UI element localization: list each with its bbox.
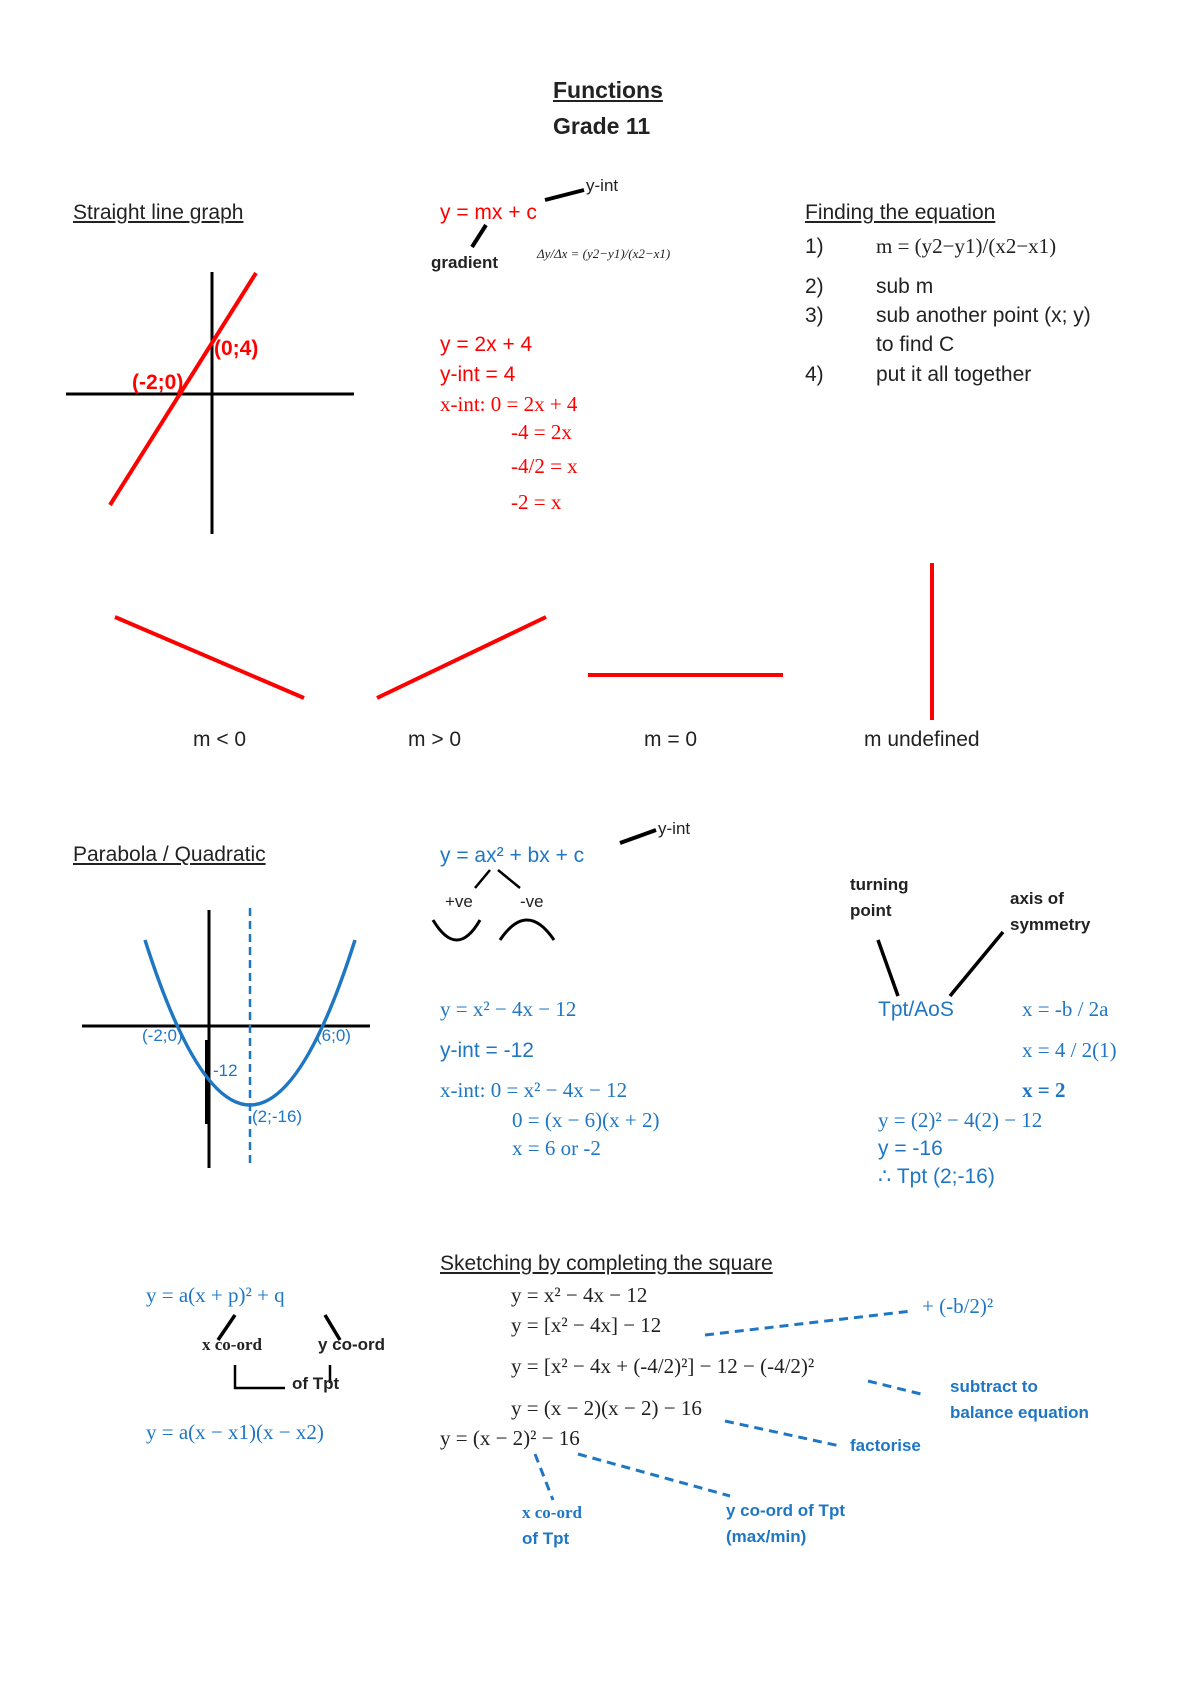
step-text-4: put it all together (876, 363, 1032, 386)
tpt-aos-label: Tpt/AoS (878, 998, 954, 1021)
xcoord-tpt-label-1: x co-ord (522, 1503, 582, 1522)
ycoord-tpt-label-1: y co-ord of Tpt (726, 1501, 845, 1520)
parabola-point-left: (-2;0) (142, 1026, 183, 1045)
example-line-2: y-int = 4 (440, 363, 516, 386)
subtract-label-1: subtract to (950, 1377, 1038, 1396)
step-number-4: 4) (805, 363, 824, 386)
subtract-label-2: balance equation (950, 1403, 1089, 1422)
x-sub: x = 4 / 2(1) (1022, 1038, 1117, 1062)
example-line-4: -4 = 2x (511, 420, 572, 444)
axis-label-2: symmetry (1010, 915, 1091, 934)
example-line-6: -2 = x (511, 490, 562, 514)
parabola-example-3: x-int: 0 = x² − 4x − 12 (440, 1078, 628, 1102)
step-number-2: 2) (805, 275, 824, 298)
section-heading-straight: Straight line graph (73, 201, 244, 224)
add-term-label: + (-b/2)² (922, 1294, 994, 1318)
square-step-5: y = (x − 2)² − 16 (440, 1426, 580, 1450)
parabola-yint: -12 (213, 1061, 238, 1080)
parabola-point-right: (6;0) (316, 1026, 351, 1045)
straight-formula: y = mx + c (440, 201, 537, 224)
xcoord-tpt-label-2: of Tpt (522, 1529, 570, 1548)
square-step-3: y = [x² − 4x + (-4/2)²] − 12 − (-4/2)² (511, 1354, 815, 1378)
slope-positive (377, 617, 546, 698)
ycoord-tpt-label-2: (max/min) (726, 1527, 807, 1546)
finding-heading: Finding the equation (805, 201, 996, 224)
pos-label: +ve (445, 892, 473, 911)
neg-label: -ve (520, 892, 544, 911)
y-sub: y = (2)² − 4(2) − 12 (878, 1108, 1043, 1132)
axis-label-1: axis of (1010, 889, 1064, 908)
step-text-3b: to find C (876, 333, 955, 356)
square-step-4: y = (x − 2)(x − 2) − 16 (511, 1396, 702, 1420)
factorise-label: factorise (850, 1436, 921, 1455)
turning-label-2: point (850, 901, 892, 920)
parabola-tpt: (2;-16) (252, 1107, 303, 1126)
x-value: x = 2 (1022, 1078, 1066, 1102)
step-number-3: 3) (805, 304, 824, 327)
intercept-form: y = a(x − x1)(x − x2) (146, 1420, 324, 1444)
page-title: Functions (553, 77, 663, 103)
y-value: y = -16 (878, 1137, 943, 1160)
slope-label-positive: m > 0 (408, 728, 462, 751)
section-heading-parabola: Parabola / Quadratic (73, 843, 266, 866)
gradient-definition: Δy/Δx = (y2−y1)/(x2−x1) (537, 246, 671, 261)
of-tpt-label: of Tpt (292, 1374, 340, 1393)
x-coord-label: x co-ord (202, 1335, 262, 1354)
parabola-example-1: y = x² − 4x − 12 (440, 997, 577, 1021)
example-line-1: y = 2x + 4 (440, 333, 533, 356)
point-label-neg2-0: (-2;0) (132, 371, 184, 394)
step-text-1: m = (y2−y1)/(x2−x1) (876, 234, 1057, 258)
parabola-example-2: y-int = -12 (440, 1039, 534, 1062)
yint-label: y-int (586, 176, 619, 195)
example-line-3: x-int: 0 = 2x + 4 (440, 392, 578, 416)
slope-negative (115, 617, 304, 698)
y-coord-label: y co-ord (318, 1335, 386, 1354)
slope-label-zero: m = 0 (644, 728, 698, 751)
parabola-formula: y = ax² + bx + c (440, 844, 585, 867)
point-label-0-4: (0;4) (214, 337, 259, 360)
slope-label-undefined: m undefined (864, 728, 980, 751)
tpt-result: ∴ Tpt (2;-16) (878, 1165, 995, 1188)
step-number-1: 1) (805, 235, 824, 258)
parabola-yint-label: y-int (658, 819, 691, 838)
turning-label-1: turning (850, 875, 909, 894)
slope-label-negative: m < 0 (193, 728, 247, 751)
section-heading-square: Sketching by completing the square (440, 1252, 773, 1275)
x-formula: x = -b / 2a (1022, 997, 1109, 1021)
step-text-2: sub m (876, 275, 934, 298)
square-step-2: y = [x² − 4x] − 12 (511, 1313, 662, 1337)
gradient-label: gradient (431, 253, 499, 272)
square-step-1: y = x² − 4x − 12 (511, 1283, 648, 1307)
page-subtitle: Grade 11 (553, 113, 651, 139)
parabola-example-4: 0 = (x − 6)(x + 2) (512, 1108, 660, 1132)
vertex-form: y = a(x + p)² + q (146, 1283, 285, 1307)
step-text-3: sub another point (x; y) (876, 304, 1091, 327)
example-line-5: -4/2 = x (511, 454, 578, 478)
parabola-example-5: x = 6 or -2 (512, 1136, 601, 1160)
